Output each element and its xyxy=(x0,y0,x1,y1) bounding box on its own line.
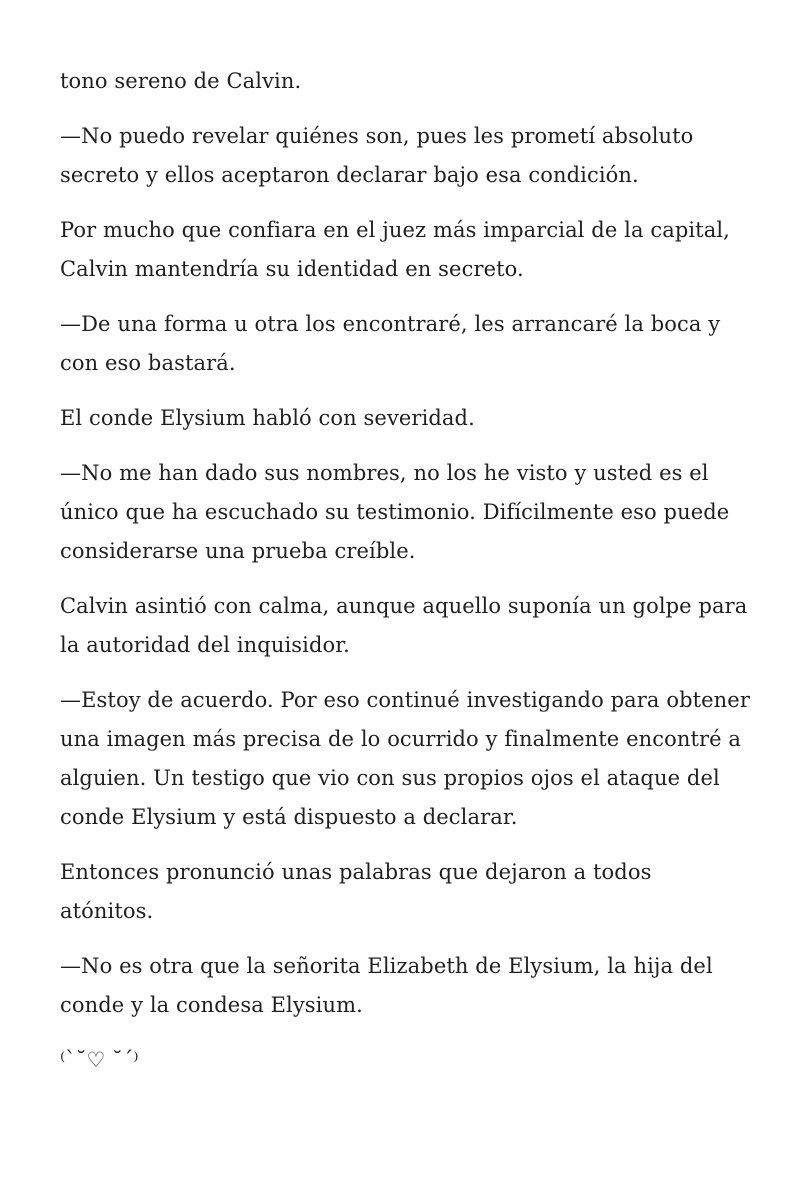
ornament-emoticon: ⁽`˘♡ ˘´⁾ xyxy=(60,1048,139,1072)
paragraph-3: Por mucho que confiara en el juez más imparcial de la capital, Calvin mantendría su identidad en secreto. xyxy=(60,218,730,281)
paragraph-1: tono sereno de Calvin. xyxy=(60,69,302,93)
paragraph-5: El conde Elysium habló con severidad. xyxy=(60,406,475,430)
paragraph-4: —De una forma u otra los encontraré, les arrancaré la boca y con eso bastará. xyxy=(60,312,721,375)
paragraph-10: —No es otra que la señorita Elizabeth de Elysium, la hija del conde y la condesa Elysium. xyxy=(60,954,713,1017)
reader-page xyxy=(60,62,750,1096)
paragraph-8: —Estoy de acuerdo. Por eso continué investigando para obtener una imagen más precisa de lo ocurrido y finalmente encontré a alguien. Un testigo que vio con sus propios ojos el ataque del conde Elysium y está dispuesto a declarar. xyxy=(60,688,750,829)
paragraph-2: —No puedo revelar quiénes son, pues les prometí absoluto secreto y ellos aceptaron declarar bajo esa condición. xyxy=(60,124,694,187)
paragraph-7: Calvin asintió con calma, aunque aquello suponía un golpe para la autoridad del inquisidor. xyxy=(60,594,748,657)
paragraph-9: Entonces pronunció unas palabras que dejaron a todos atónitos. xyxy=(60,860,652,923)
paragraph-6: —No me han dado sus nombres, no los he visto y usted es el único que ha escuchado su testimonio. Difícilmente eso puede considerarse una prueba creíble. xyxy=(60,461,730,563)
